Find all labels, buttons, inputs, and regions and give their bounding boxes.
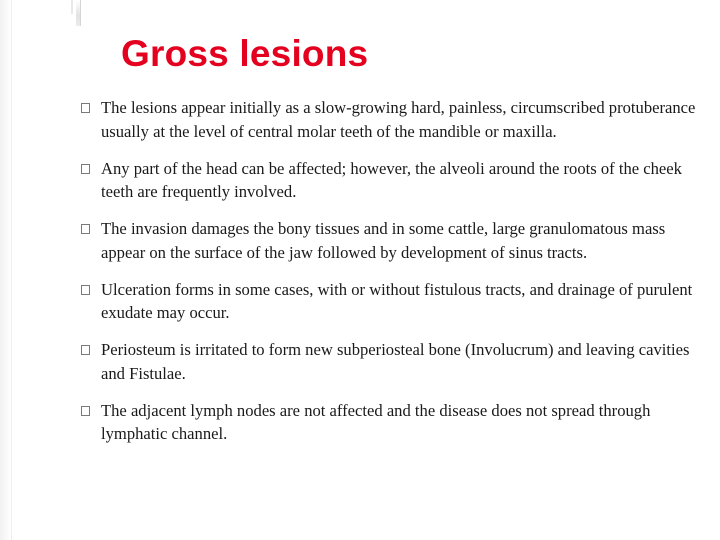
bullet-item [81,217,711,264]
bullet-item [81,96,711,143]
bullet-text: The adjacent lymph nodes are not affected and the disease does not spread through lymphatic channel. [101,400,651,443]
bullet-text: The lesions appear initially as a slow-growing hard, painless, circumscribed protuberance usually at the level of central molar teeth of the mandible or maxilla. [101,98,696,141]
left-decorative-rule [0,0,12,540]
box-bullet-icon [81,164,90,174]
top-decorative-rule [76,0,81,26]
bullet-item [81,338,711,385]
bullet-text: The invasion damages the bony tissues and in some cattle, large granulomatous mass appear on the surface of the jaw followed by development of sinus tracts. [101,219,666,262]
bullet-item [81,399,711,446]
top-decorative-rule-inner [71,0,73,14]
box-bullet-icon [81,285,90,295]
bullet-item [81,157,711,204]
bullet-list [81,96,711,459]
bullet-text: Periosteum is irritated to form new subperiosteal bone (Involucrum) and leaving cavities and Fistulae. [101,340,690,383]
box-bullet-icon [81,224,90,234]
bullet-text: Any part of the head can be affected; however, the alveoli around the roots of the cheek teeth are frequently involved. [101,158,682,201]
box-bullet-icon [81,103,90,113]
bullet-item [81,278,711,325]
slide-title: Gross lesions [121,33,369,74]
bullet-text: Ulceration forms in some cases, with or without fistulous tracts, and drainage of purulent exudate may occur. [101,279,693,322]
box-bullet-icon [81,345,90,355]
box-bullet-icon [81,406,90,416]
